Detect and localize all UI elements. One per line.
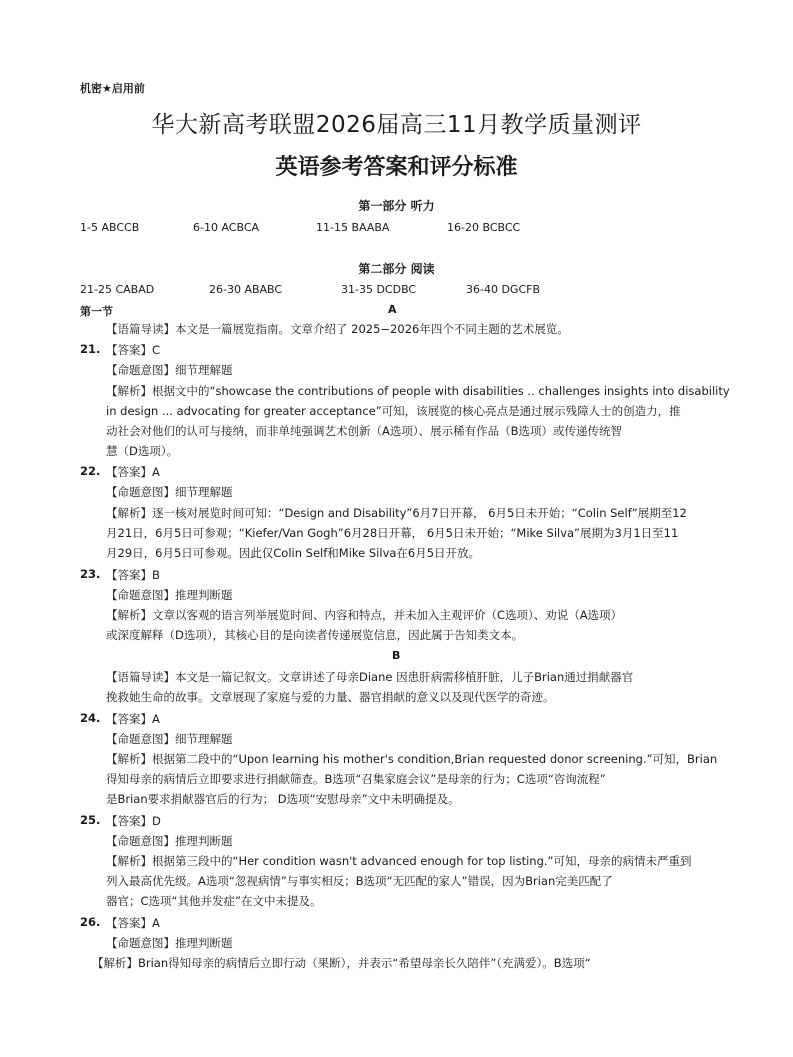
q22-intent: 【命题意图】细节理解题 (106, 485, 233, 499)
q24-analysis-line: 得知母亲的病情后立即要求进行捐献筛查。B选项“召集家庭会议”是母亲的行为；C选项“咨询流程” (106, 772, 606, 786)
part2-answer-2: 26-30 ABABC (209, 283, 283, 296)
confidential-label: 机密★启用前 (80, 82, 145, 95)
q22-number: 22. (80, 464, 101, 478)
q26-answer: 【答案】A (106, 916, 160, 930)
q25-analysis-line: 列入最高优先级。A选项“忽视病情”与事实相反；B选项“无匹配的家人”错误，因为Brian完美匹配了 (106, 874, 613, 888)
section-label: 第一节 (80, 305, 113, 318)
part2-answer-4: 36-40 DGCFB (466, 283, 541, 296)
q22-analysis-line: 月21日，6月5日可参观；“Kiefer/Van Gogh”6月28日开幕， 6月5日未开始；“Mike Silva”展期为3月1日至11 (106, 526, 679, 540)
passage-b-guide-line: 【语篇导读】本文是一篇记叙文。文章讲述了母亲Diane 因患肝病需移植肝脏，儿子Brian通过捐献器官 (106, 670, 634, 684)
part1-answer-3: 11-15 BAABA (316, 221, 390, 234)
q25-number: 25. (80, 813, 101, 827)
part2-answer-1: 21-25 CABAD (80, 283, 155, 296)
q23-analysis-line: 或深度解释（D选项），其核心目的是向读者传递展览信息，因此属于告知类文本。 (106, 628, 524, 642)
passage-a-label: A (388, 303, 397, 316)
q21-analysis-line: 慧（D选项）。 (106, 444, 179, 458)
q23-number: 23. (80, 567, 101, 581)
q21-number: 21. (80, 342, 101, 356)
q24-analysis-line: 是Brian要求捐献器官后的行为； D选项“安慰母亲”文中未明确提及。 (106, 792, 460, 806)
q23-analysis-line: 【解析】文章以客观的语言列举展览时间、内容和特点，并未加入主观评价（C选项）、劝说（A选项） (106, 608, 623, 622)
document-title: 华大新高考联盟2026届高三11月教学质量测评 (151, 112, 642, 138)
q24-intent: 【命题意图】细节理解题 (106, 732, 233, 746)
q26-number: 26. (80, 915, 101, 929)
q21-analysis-line: 动社会对他们的认可与接纳，而非单纯强调艺术创新（A选项）、展示稀有作品（B选项）或传递传统智 (106, 424, 623, 438)
q23-intent: 【命题意图】推理判断题 (106, 588, 233, 602)
document-subtitle: 英语参考答案和评分标准 (275, 154, 518, 180)
q25-analysis-line: 【解析】根据第三段中的“Her condition wasn't advanced enough for top listing.”可知，母亲的病情未严重到 (106, 854, 692, 868)
q25-intent: 【命题意图】推理判断题 (106, 834, 233, 848)
part2-title: 第二部分 阅读 (358, 262, 435, 276)
passage-a-guide: 【语篇导读】本文是一篇展览指南。文章介绍了 2025−2026年四个不同主题的艺术展览。 (106, 322, 569, 336)
q24-number: 24. (80, 711, 101, 725)
q22-analysis-line: 月29日，6月5日可参观。因此仅Colin Self和Mike Silva在6月5日开放。 (106, 546, 481, 560)
q24-answer: 【答案】A (106, 712, 160, 726)
part1-title: 第一部分 听力 (358, 199, 435, 213)
q21-answer: 【答案】C (106, 343, 161, 357)
q23-answer: 【答案】B (106, 568, 160, 582)
q24-analysis-line: 【解析】根据第二段中的“Upon learning his mother's condition,Brian requested donor screening.”可知，Brian (106, 752, 718, 766)
part1-answer-1: 1-5 ABCCB (80, 221, 140, 234)
q22-analysis-line: 【解析】逐一核对展览时间可知：“Design and Disability”6月7日开幕， 6月5日未开始；“Colin Self”展期至12 (106, 506, 687, 520)
q26-intent: 【命题意图】推理判断题 (106, 936, 233, 950)
q26-analysis-line: 【解析】Brian得知母亲的病情后立即行动（果断），并表示“希望母亲长久陪伴”（充满爱）。B选项“ (92, 956, 591, 970)
q21-analysis-line: 【解析】根据文中的“showcase the contributions of people with disabilities .. challenges insights into disability (106, 384, 730, 398)
part1-answer-4: 16-20 BCBCC (447, 221, 521, 234)
q21-intent: 【命题意图】细节理解题 (106, 363, 233, 377)
part1-answer-2: 6-10 ACBCA (193, 221, 260, 234)
q21-analysis-line: in design ... advocating for greater acceptance”可知，该展览的核心亮点是通过展示残障人士的创造力，推 (106, 404, 681, 418)
q25-answer: 【答案】D (106, 814, 161, 828)
passage-b-label: B (392, 649, 401, 662)
part2-answer-3: 31-35 DCDBC (341, 283, 417, 296)
q25-analysis-line: 器官；C选项“其他并发症”在文中未提及。 (106, 894, 322, 908)
q22-answer: 【答案】A (106, 465, 160, 479)
passage-b-guide-line: 挽救她生命的故事。文章展现了家庭与爱的力量、器官捐献的意义以及现代医学的奇迹。 (106, 690, 555, 704)
